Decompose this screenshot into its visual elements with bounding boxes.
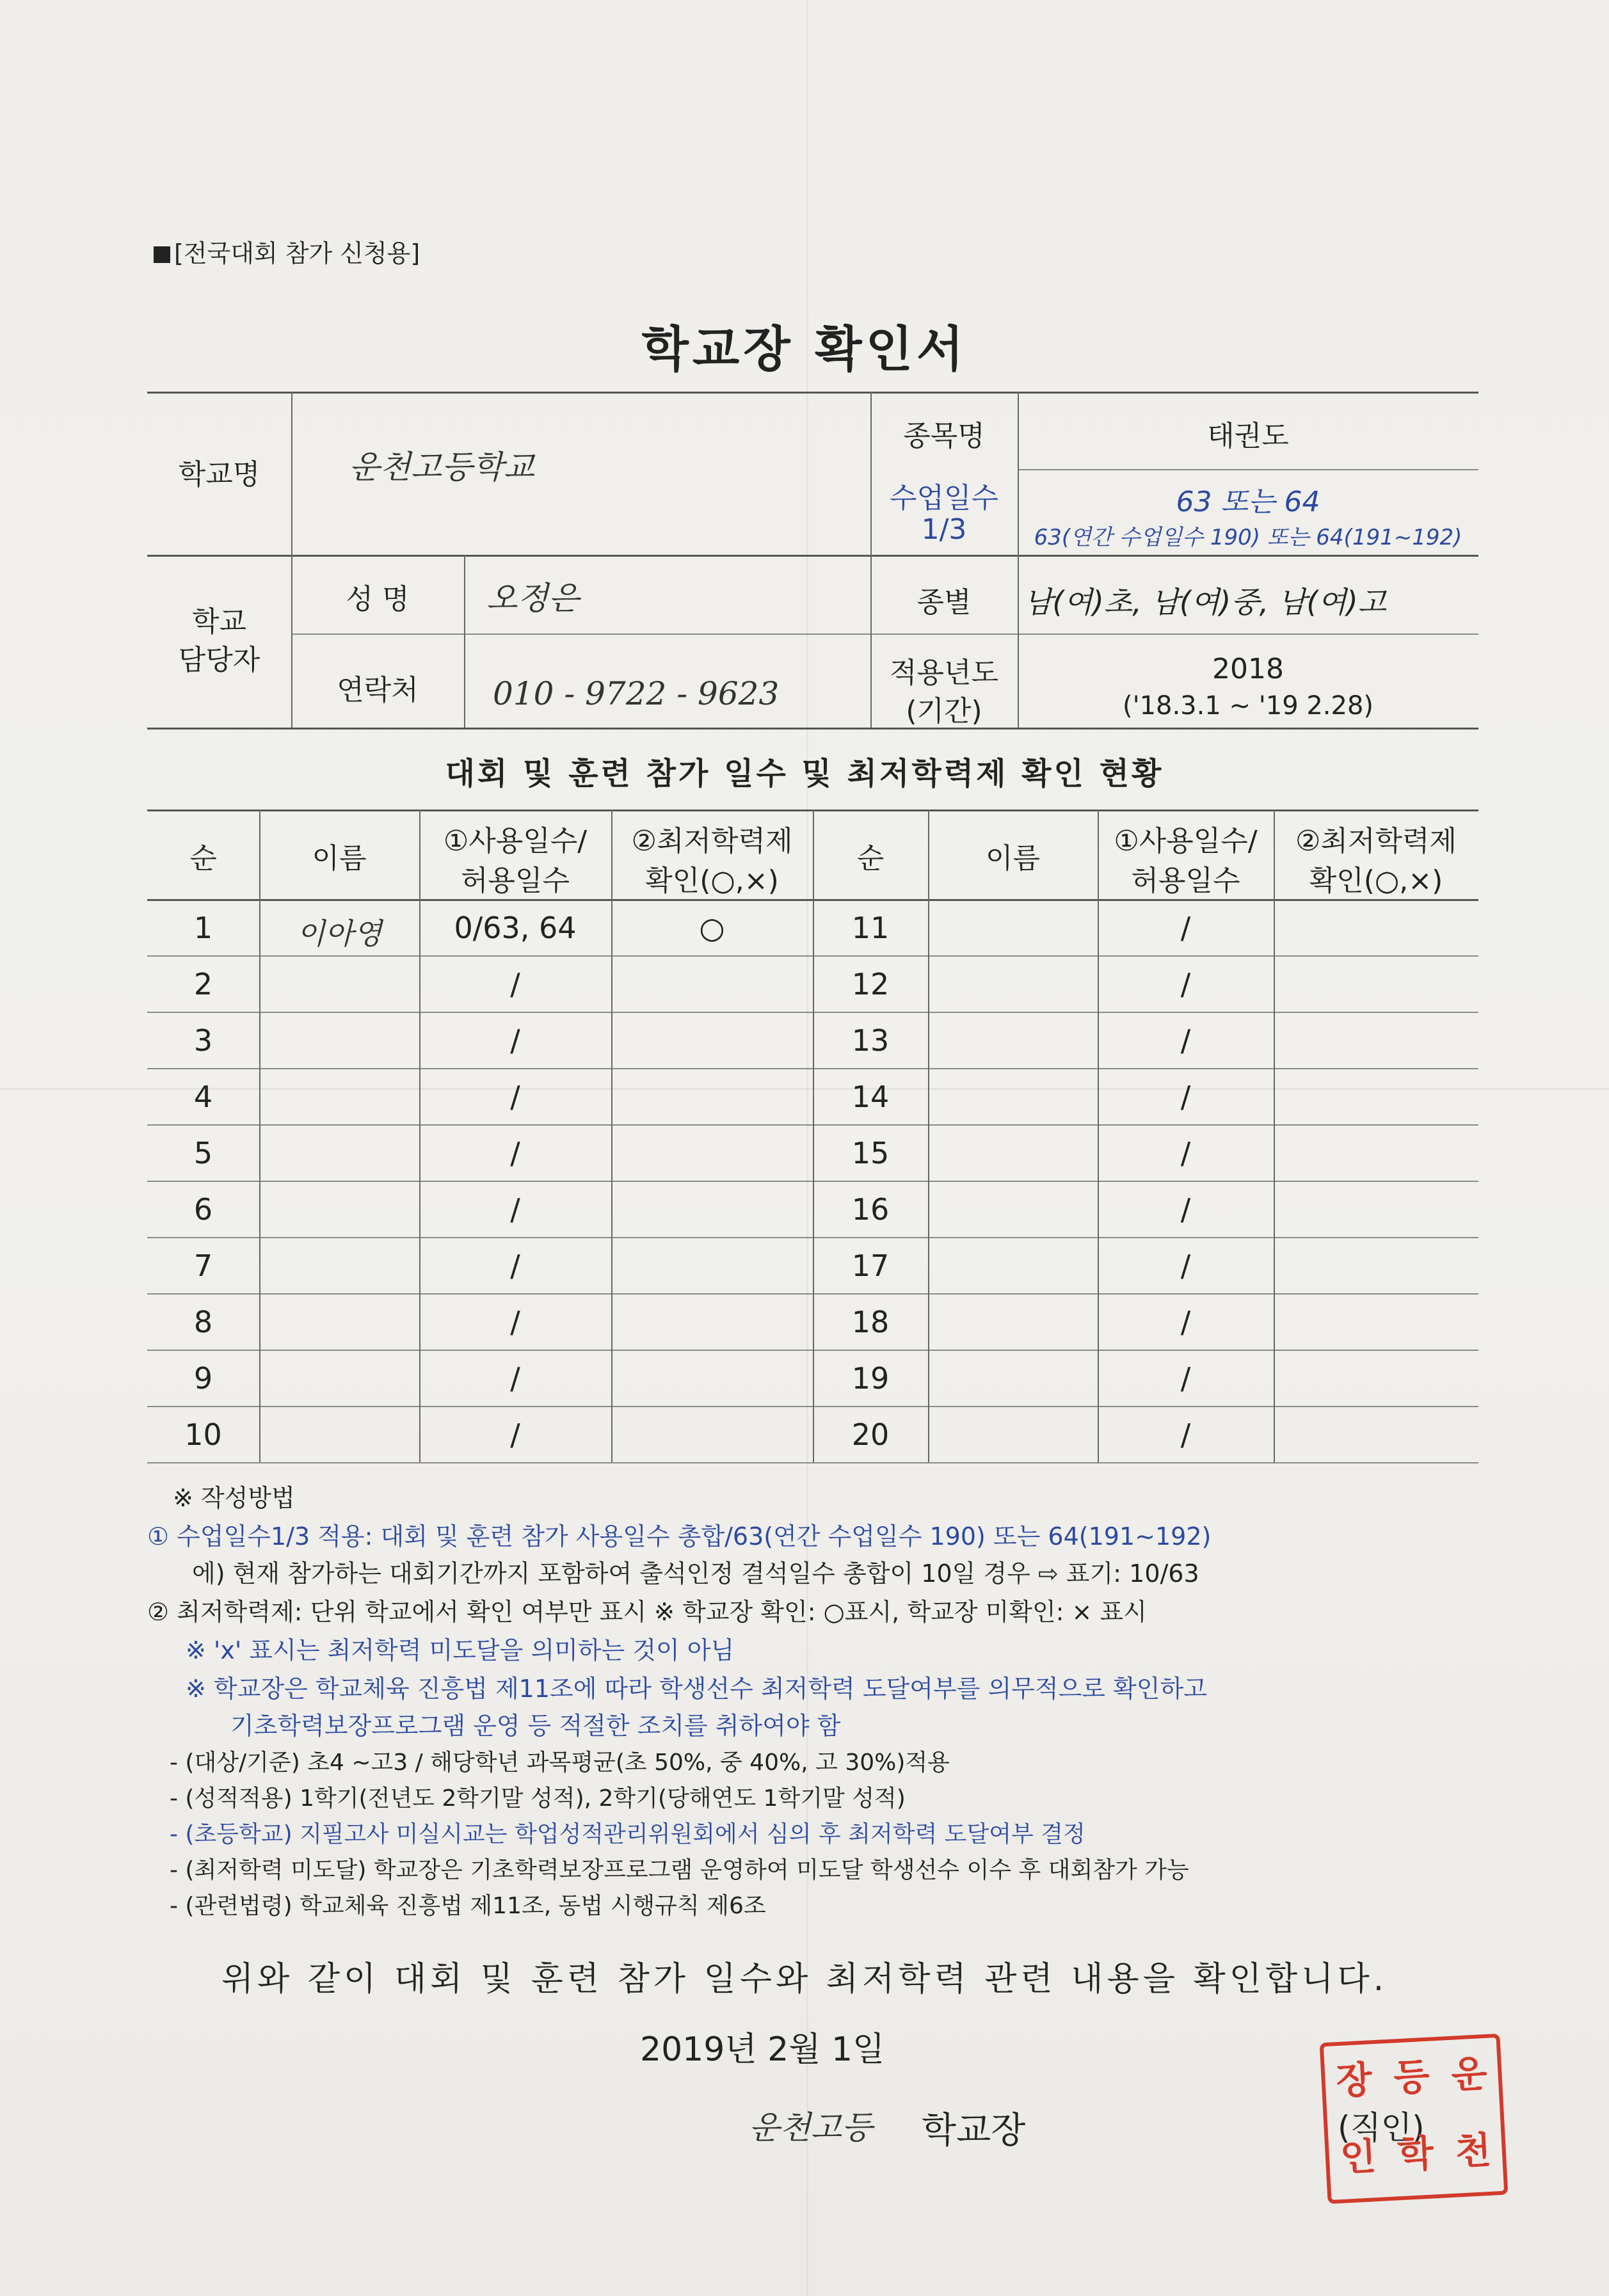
issue-date: 2019년 2월 1일 — [640, 2030, 885, 2069]
used-days: / — [1180, 911, 1191, 945]
contact-value: 010 - 9722 - 9623 — [493, 675, 780, 712]
seal-character: 인 — [1339, 2134, 1377, 2180]
school-signature: 운천고등 — [749, 2109, 873, 2146]
header-used: ①사용일수/ — [1114, 825, 1258, 857]
participant-name: 이아영 — [296, 916, 382, 951]
row-number: 8 — [193, 1305, 213, 1339]
row-number: 1 — [193, 911, 213, 945]
notes-heading: ※ 작성방법 — [173, 1484, 295, 1512]
used-days: / — [1180, 1023, 1191, 1058]
used-days: 0/63, 64 — [454, 911, 577, 945]
year-value: 2018 — [1212, 653, 1284, 685]
used-days: / — [510, 1248, 520, 1283]
days-value-detail: 63(연간 수업일수 190) 또는 64(191~192) — [1034, 525, 1462, 550]
year-label-2: (기간) — [906, 695, 982, 728]
used-days: / — [510, 1080, 520, 1114]
category-value: 남(여)초, 남(여)중, 남(여)고 — [1024, 585, 1387, 619]
table-border — [1018, 469, 1478, 470]
seal-character: 운 — [1450, 2051, 1489, 2097]
used-days: / — [510, 1136, 520, 1170]
seal-character: 학 — [1397, 2131, 1435, 2177]
header-min-2: 확인(○,×) — [645, 865, 779, 897]
sport-value: 태권도 — [1207, 420, 1289, 452]
table-border — [464, 555, 465, 728]
name-label: 성 명 — [346, 583, 410, 616]
used-days: / — [1180, 1305, 1191, 1339]
principal-label: 학교장 — [922, 2110, 1026, 2151]
used-days: / — [1180, 967, 1191, 1001]
table-border — [870, 634, 1478, 635]
row-number: 4 — [193, 1080, 213, 1114]
header-min: ②최저학력제 — [631, 825, 793, 857]
row-number: 2 — [193, 967, 213, 1001]
header-name: 이름 — [312, 842, 367, 875]
note-4: ※ 학교장은 학교체육 진흥법 제11조에 따라 학생선수 최저학력 도달여부를 의무적으로 확인하고 — [186, 1675, 1207, 1703]
used-days: / — [510, 1361, 520, 1396]
used-days: / — [1180, 1248, 1191, 1283]
row-number: 17 — [851, 1248, 890, 1283]
table-border — [147, 555, 1478, 557]
row-number: 19 — [851, 1361, 890, 1396]
school-value: 운천고등학교 — [349, 449, 534, 486]
used-days: / — [1180, 1080, 1191, 1114]
note-3: ※ 'x' 표시는 최저학력 미도달을 의미하는 것이 아님 — [186, 1636, 735, 1664]
header-no: 순 — [856, 842, 885, 875]
used-days: / — [1180, 1192, 1191, 1227]
confirmation-statement: 위와 같이 대회 및 훈련 참가 일수와 최저학력 관련 내용을 확인합니다. — [221, 1960, 1388, 1998]
row-divider — [147, 1462, 1478, 1463]
row-number: 3 — [193, 1023, 213, 1058]
header-name: 이름 — [985, 842, 1040, 875]
row-number: 11 — [851, 911, 890, 945]
seal-placeholder: (직인) — [1338, 2109, 1425, 2146]
official-seal — [1320, 2034, 1509, 2204]
used-days: / — [510, 1305, 520, 1339]
used-days: / — [1180, 1361, 1191, 1396]
manager-label-2: 담당자 — [178, 644, 260, 676]
note-detail: - (최저학력 미도달) 학교장은 기초학력보장프로그램 운영하여 미도달 학생선수 이수 후 대회참가 가능 — [170, 1857, 1189, 1883]
table-border — [928, 809, 929, 1462]
row-number: 12 — [851, 967, 890, 1001]
row-number: 18 — [851, 1305, 890, 1339]
note-2: ② 최저학력제: 단위 학교에서 확인 여부만 표시 ※ 학교장 확인: ○표시, 학교장 미확인: × 표시 — [147, 1598, 1147, 1626]
note-detail: - (대상/기준) 초4 ~고3 / 해당학년 과목평균(초 50%, 중 40%, 고 30%)적용 — [170, 1750, 950, 1776]
header-no: 순 — [189, 842, 217, 875]
days-label: 수업일수 — [889, 482, 998, 514]
note-detail: - (성적적용) 1학기(전년도 2학기말 성적), 2학기(당해연도 1학기말 성적) — [170, 1785, 906, 1812]
used-days: / — [1180, 1417, 1191, 1452]
row-number: 5 — [193, 1136, 213, 1170]
year-period: ('18.3.1 ~ '19 2.28) — [1122, 691, 1374, 721]
used-days: / — [510, 1023, 520, 1058]
seal-character: 장 — [1334, 2057, 1373, 2103]
row-number: 6 — [193, 1192, 213, 1227]
table-border — [611, 809, 612, 1462]
note-1: ① 수업일수1/3 적용: 대회 및 훈련 참가 사용일수 총합/63(연간 수업일수 190) 또는 64(191~192) — [147, 1522, 1212, 1551]
table-border — [291, 634, 870, 635]
header-min-2: 확인(○,×) — [1309, 865, 1443, 897]
days-value: 63 또는 64 — [1176, 486, 1320, 518]
used-days: / — [510, 967, 520, 1001]
sport-label: 종목명 — [903, 420, 985, 452]
row-number: 13 — [851, 1023, 890, 1058]
contact-label: 연락처 — [337, 674, 419, 706]
note-detail: - (관련법령) 학교체육 진흥법 제11조, 동법 시행규칙 제6조 — [170, 1893, 766, 1919]
used-days: / — [1180, 1136, 1191, 1170]
seal-character: 등 — [1392, 2054, 1431, 2100]
header-used: ①사용일수/ — [443, 825, 588, 857]
row-number: 14 — [851, 1080, 890, 1114]
table-border — [1274, 809, 1275, 1462]
note-4-continued: 기초학력보장프로그램 운영 등 적절한 조치를 취하여야 함 — [230, 1712, 841, 1740]
name-value: 오정은 — [486, 580, 579, 617]
row-number: 16 — [851, 1192, 890, 1227]
header-min: ②최저학력제 — [1295, 825, 1457, 857]
table-border — [147, 728, 1478, 729]
page-title: 학교장 확인서 — [641, 321, 968, 378]
form-tag: [전국대회 참가 신청용] — [154, 234, 420, 269]
note-1-example: 에) 현재 참가하는 대회기간까지 포함하여 출석인정 결석일수 총합이 10일 경우 ⇨ 표기: 10/63 — [192, 1559, 1199, 1588]
min-academic-check: ○ — [699, 911, 725, 945]
category-label: 종별 — [917, 586, 972, 619]
row-number: 9 — [193, 1361, 213, 1396]
row-number: 15 — [851, 1136, 890, 1170]
used-days: / — [510, 1192, 520, 1227]
table-border — [259, 809, 260, 1462]
row-number: 7 — [193, 1248, 213, 1283]
school-label: 학교명 — [178, 458, 260, 491]
row-number: 20 — [851, 1417, 890, 1452]
manager-label: 학교 — [191, 605, 246, 638]
header-used-2: 허용일수 — [1131, 865, 1240, 897]
header-used-2: 허용일수 — [460, 865, 570, 897]
row-number: 10 — [184, 1417, 222, 1452]
year-label: 적용년도 — [889, 657, 998, 689]
note-detail: - (초등학교) 지필고사 미실시교는 학업성적관리위원회에서 심의 후 최저학력 도달여부 결정 — [170, 1821, 1085, 1847]
used-days: / — [510, 1417, 520, 1452]
days-label-fraction: 1/3 — [921, 513, 967, 546]
seal-character: 천 — [1453, 2128, 1493, 2174]
table-border — [147, 392, 1478, 394]
table-title: 대회 및 훈련 참가 일수 및 최저학력제 확인 현황 — [445, 756, 1164, 792]
